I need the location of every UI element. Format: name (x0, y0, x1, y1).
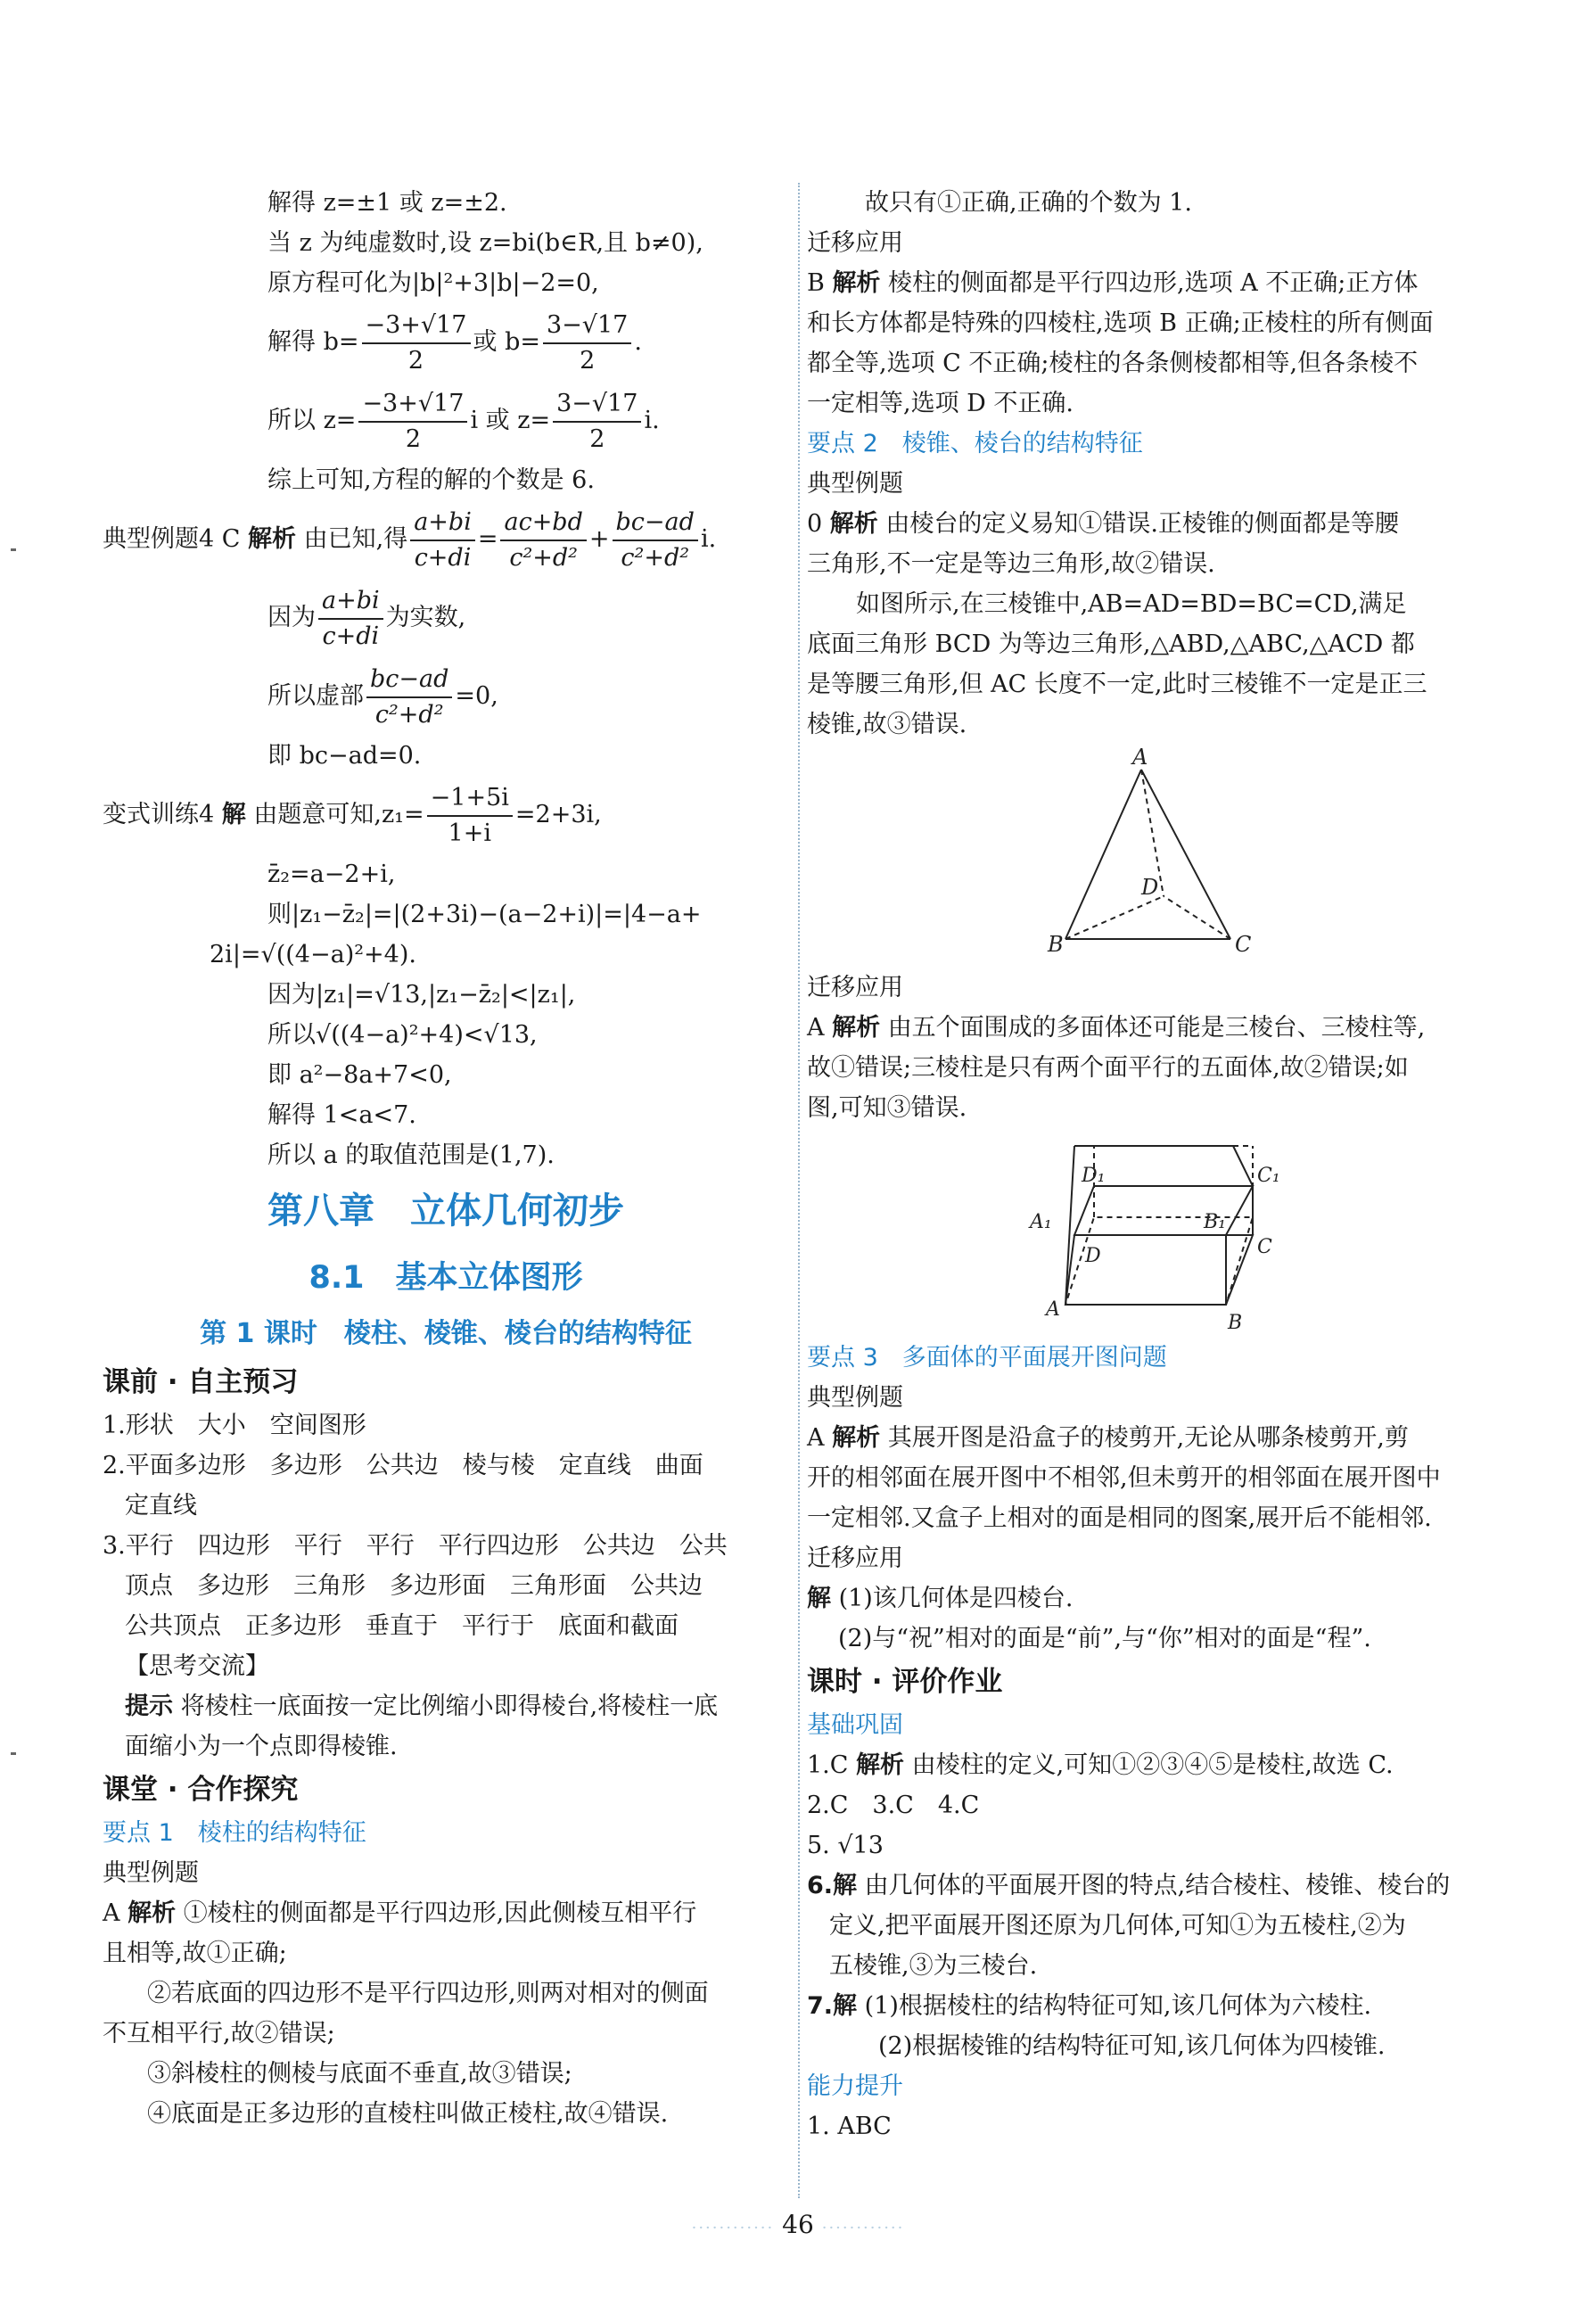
text-line: 原方程可化为|b|²+3|b|−2=0, (267, 269, 599, 297)
text-line: 2i|=√((4−a)²+4). (210, 941, 416, 968)
numerator: 3−√17 (543, 309, 631, 344)
text-line: ④底面是正多边形的直棱柱叫做正棱柱,故④错误. (147, 2100, 669, 2128)
decoration: ············ (821, 2219, 905, 2237)
vertex-d: D (1141, 875, 1159, 900)
formula-line (103, 382, 789, 460)
fraction (543, 309, 631, 378)
answer-line (807, 263, 1485, 303)
question-label: 1.C (807, 1751, 849, 1779)
frustum-diagram (807, 1128, 1485, 1338)
text-line: 故①错误;三棱柱是只有两个面平行的五面体,故②错误;如 (807, 1054, 1409, 1082)
ability-improvement: 能力提升 (807, 2072, 903, 2100)
vertex-d1: D₁ (1082, 1165, 1106, 1187)
text-line: 是等腰三角形,但 AC 长度不一定,此时三棱锥不一定是正三 (807, 671, 1427, 698)
numerator: a+bi (318, 584, 383, 620)
text-line: 则|z₁−z̄₂|=|(2+3i)−(a−2+i)|=|4−a+ (267, 901, 702, 928)
text: 由五个面围成的多面体还可能是三棱台、三棱柱等, (887, 1014, 1426, 1042)
analysis-label: 解析 (856, 1751, 905, 1779)
example-4 (103, 500, 789, 579)
analysis-label: 解析 (832, 269, 881, 297)
typical-example-label: 典型例题 (103, 1859, 199, 1887)
analysis-label: 解析 (832, 1014, 881, 1042)
decoration: ············ (691, 2219, 775, 2237)
text-line: 解得 z=±1 或 z=±2. (267, 189, 507, 217)
text-line: 1. ABC (807, 2113, 892, 2140)
solution-label: 解 (807, 1585, 831, 1612)
text: 由几何体的平面展开图的特点,结合棱柱、棱锥、棱台的 (864, 1872, 1451, 1899)
denominator: c+di (414, 543, 472, 572)
text-line: 定直线 (125, 1492, 197, 1520)
denominator: 2 (407, 346, 424, 375)
analysis-label: 解析 (829, 510, 878, 538)
denominator: c²+d² (509, 543, 579, 572)
vertex-c1: C₁ (1257, 1165, 1280, 1187)
right-column (807, 183, 1485, 2146)
frustum-figure (807, 1128, 1485, 1338)
text-line: z̄₂=a−2+i, (267, 861, 396, 888)
vertex-c: C (1235, 932, 1252, 957)
text: =0, (455, 682, 498, 710)
formula-line (103, 657, 789, 736)
numerator: −3+√17 (362, 309, 471, 344)
chapter-title: 第八章 立体几何初步 (267, 1190, 624, 1232)
solution-label: 解 (221, 801, 246, 828)
transfer-label: 迁移应用 (807, 974, 903, 1001)
text-line: 和长方体都是特殊的四棱柱,选项 B 正确;正棱柱的所有侧面 (807, 309, 1434, 337)
text: (1)根据棱柱的结构特征可知,该几何体为六棱柱. (864, 1992, 1372, 2020)
hint-label: 提示 (125, 1693, 173, 1720)
tetrahedron-diagram (807, 745, 1485, 968)
denominator: 2 (580, 346, 596, 375)
fraction (500, 506, 586, 575)
text: 或 b= (473, 328, 540, 356)
text: i. (644, 407, 660, 434)
text-line: 即 bc−ad=0. (267, 742, 422, 770)
text-line: 都全等,选项 C 不正确;棱柱的各条侧棱都相等,但各条棱不 (807, 350, 1419, 377)
text: 解得 b= (267, 328, 359, 356)
text-line: 5. √13 (807, 1832, 884, 1859)
vertex-b1: B₁ (1204, 1211, 1226, 1233)
text: 其展开图是沿盒子的棱剪开,无论从哪条棱剪开,剪 (887, 1424, 1409, 1452)
text: (1)该几何体是四棱台. (838, 1585, 1074, 1612)
text-line: 如图所示,在三棱锥中,AB=AD=BD=BC=CD,满足 (856, 590, 1407, 618)
lesson-title: 第 1 课时 棱柱、棱锥、棱台的结构特征 (200, 1318, 692, 1349)
denominator: 1+i (448, 819, 491, 847)
key-point-3: 要点 3 多面体的平面展开图问题 (807, 1344, 1167, 1372)
text-line: 解得 1<a<7. (267, 1101, 416, 1129)
text: i. (700, 525, 717, 553)
text-line: 图,可知③错误. (807, 1094, 967, 1122)
denominator: c+di (322, 622, 380, 650)
numerator: −3+√17 (358, 387, 467, 423)
text: 棱柱的侧面都是平行四边形,选项 A 不正确;正方体 (888, 269, 1419, 297)
text-line: 综上可知,方程的解的个数是 6. (267, 466, 595, 494)
fraction (318, 584, 383, 654)
basic-consolidation: 基础巩固 (807, 1711, 903, 1739)
left-column (103, 183, 789, 2134)
preview-heading: 课前 · 自主预习 (103, 1366, 299, 1398)
typical-example-label: 典型例题 (807, 470, 903, 498)
variant-label: 变式训练4 (103, 801, 215, 828)
text-line: 顶点 多边形 三角形 多边形面 三角形面 公共边 (125, 1572, 703, 1600)
answer-line (807, 1008, 1485, 1048)
vertex-b: B (1048, 932, 1064, 957)
denominator: 2 (589, 424, 605, 453)
question-label: 6.解 (807, 1872, 858, 1899)
edge (1065, 1146, 1074, 1305)
edge (1233, 1146, 1253, 1186)
numerator: bc−ad (613, 506, 698, 541)
text-line: 3.平行 四边形 平行 平行 平行四边形 公共边 公共 (103, 1532, 728, 1560)
answer-line (807, 1866, 1485, 1906)
denominator: c²+d² (621, 543, 690, 572)
denominator: 2 (405, 424, 422, 453)
text-line: 公共顶点 正多边形 垂直于 平行于 底面和截面 (125, 1612, 679, 1640)
tetrahedron-figure (807, 745, 1485, 968)
fraction (410, 506, 475, 575)
typical-example-label: 典型例题 (807, 1384, 903, 1412)
text-line: 故只有①正确,正确的个数为 1. (865, 189, 1192, 217)
fraction (553, 387, 641, 457)
text-line: 开的相邻面在展开图中不相邻,但未剪开的相邻面在展开图中 (807, 1464, 1441, 1492)
vertex-a: A (1046, 1298, 1060, 1321)
think-exchange: 【思考交流】 (125, 1652, 269, 1680)
text-line: 因为|z₁|=√13,|z₁−z̄₂|<|z₁|, (267, 981, 576, 1009)
text: 因为 (267, 604, 316, 631)
text-line: 所以 a 的取值范围是(1,7). (267, 1141, 555, 1169)
text-line: 即 a²−8a+7<0, (267, 1061, 452, 1089)
column-divider (798, 183, 802, 2198)
analysis-label: 解析 (248, 525, 297, 553)
answer-line (103, 1893, 789, 1933)
answer-line (807, 504, 1485, 544)
answer-line (807, 1986, 1485, 2026)
text: . (634, 328, 642, 356)
edge-ac (1141, 770, 1230, 939)
vertex-a: A (1132, 745, 1148, 770)
hint-line (103, 1686, 789, 1726)
text: i 或 z= (470, 407, 551, 434)
variant-4 (103, 776, 789, 854)
formula-line (103, 579, 789, 657)
vertex-b: B (1228, 1312, 1243, 1334)
text-line: 2.平面多边形 多边形 公共边 棱与棱 定直线 曲面 (103, 1452, 703, 1479)
text-line: 1.形状 大小 空间图形 (103, 1412, 366, 1439)
text: 由已知,得 (303, 525, 408, 553)
question-label: 7.解 (807, 1992, 858, 2020)
text-line: (2)与“祝”相对的面是“前”,与“你”相对的面是“程”. (838, 1625, 1371, 1652)
text: + (588, 525, 610, 553)
numerator: −1+5i (427, 781, 513, 817)
text: = (477, 525, 498, 553)
section-title: 8.1 基本立体图形 (309, 1260, 583, 1296)
text: 将棱柱一底面按一定比例缩小即得棱台,将棱柱一底 (180, 1693, 719, 1720)
transfer-label: 迁移应用 (807, 1545, 903, 1572)
edge-ab (1065, 770, 1141, 939)
numerator: bc−ad (366, 663, 452, 698)
page-number-text: 46 (782, 2210, 814, 2239)
fraction (358, 387, 467, 457)
upper-face (1074, 1186, 1253, 1235)
key-point-1: 要点 1 棱柱的结构特征 (103, 1819, 366, 1847)
margin-mark (11, 1752, 16, 1755)
text: 所以虚部 (267, 682, 364, 710)
answer-label: A (807, 1424, 825, 1452)
answer-line (807, 1745, 1485, 1785)
text: 由题意可知,z₁= (253, 801, 424, 828)
analysis-label: 解析 (128, 1899, 177, 1927)
text-line: 三角形,不一定是等边三角形,故②错误. (807, 550, 1215, 578)
numerator: a+bi (410, 506, 475, 541)
answer-label: A (807, 1014, 825, 1042)
text-line: ②若底面的四边形不是平行四边形,则两对相对的侧面 (147, 1980, 709, 2007)
text-line: 当 z 为纯虚数时,设 z=bi(b∈R,且 b≠0), (267, 229, 703, 257)
text-line: 棱锥,故③错误. (807, 711, 967, 738)
vertex-d: D (1085, 1245, 1101, 1267)
text-line: 且相等,故①正确; (103, 1940, 287, 1967)
text-line: 定义,把平面展开图还原为几何体,可知①为五棱柱,②为 (829, 1912, 1406, 1940)
formula-line (103, 303, 789, 382)
edge-cd (1164, 896, 1230, 939)
text-line: 所以√((4−a)²+4)<√13, (267, 1021, 538, 1049)
denominator: c²+d² (374, 700, 444, 729)
analysis-label: 解析 (832, 1424, 881, 1452)
numerator: ac+bd (500, 506, 586, 541)
answer-label: B (807, 269, 825, 297)
fraction (427, 781, 513, 851)
text-line: 不互相平行,故②错误; (103, 2020, 335, 2047)
fraction (613, 506, 698, 575)
class-heading: 课堂 · 合作探究 (103, 1774, 299, 1806)
answer-line (807, 1418, 1485, 1458)
text-line: 2.C 3.C 4.C (807, 1792, 980, 1819)
text: 所以 z= (267, 407, 357, 434)
text-line: (2)根据棱锥的结构特征可知,该几何体为四棱锥. (878, 2032, 1386, 2060)
edge-bd (1065, 896, 1164, 939)
text-line: 一定相邻.又盒子上相对的面是相同的图案,展开后不能相邻. (807, 1504, 1432, 1532)
transfer-label: 迁移应用 (807, 229, 903, 257)
answer-line (807, 1578, 1485, 1619)
margin-mark (11, 548, 16, 551)
fraction (362, 309, 471, 378)
answer-label: A (103, 1899, 120, 1927)
text: 由棱柱的定义,可知①②③④⑤是棱柱,故选 C. (911, 1751, 1394, 1779)
fraction (366, 663, 452, 732)
text: =2+3i, (514, 801, 602, 828)
text: 为实数, (385, 604, 466, 631)
vertex-a1: A₁ (1030, 1211, 1052, 1233)
text-line: 底面三角形 BCD 为等边三角形,△ABD,△ABC,△ACD 都 (807, 630, 1415, 658)
text: 由棱台的定义易知①错误.正棱锥的侧面都是等腰 (885, 510, 1399, 538)
numerator: 3−√17 (553, 387, 641, 423)
key-point-2: 要点 2 棱锥、棱台的结构特征 (807, 430, 1143, 457)
text-line: 一定相等,选项 D 不正确. (807, 390, 1074, 417)
vertex-c: C (1257, 1236, 1272, 1258)
text-line: 面缩小为一个点即得棱锥. (125, 1733, 398, 1760)
page-number (0, 2210, 1596, 2239)
example-label: 典型例题4 C (103, 525, 241, 553)
evaluation-heading: 课时 · 评价作业 (807, 1666, 1003, 1698)
text-line: 五棱锥,③为三棱台. (829, 1952, 1038, 1980)
text-line: ③斜棱柱的侧棱与底面不垂直,故③错误; (147, 2060, 572, 2088)
answer-label: 0 (807, 510, 823, 538)
text: ①棱柱的侧面都是平行四边形,因此侧棱互相平行 (183, 1899, 697, 1927)
